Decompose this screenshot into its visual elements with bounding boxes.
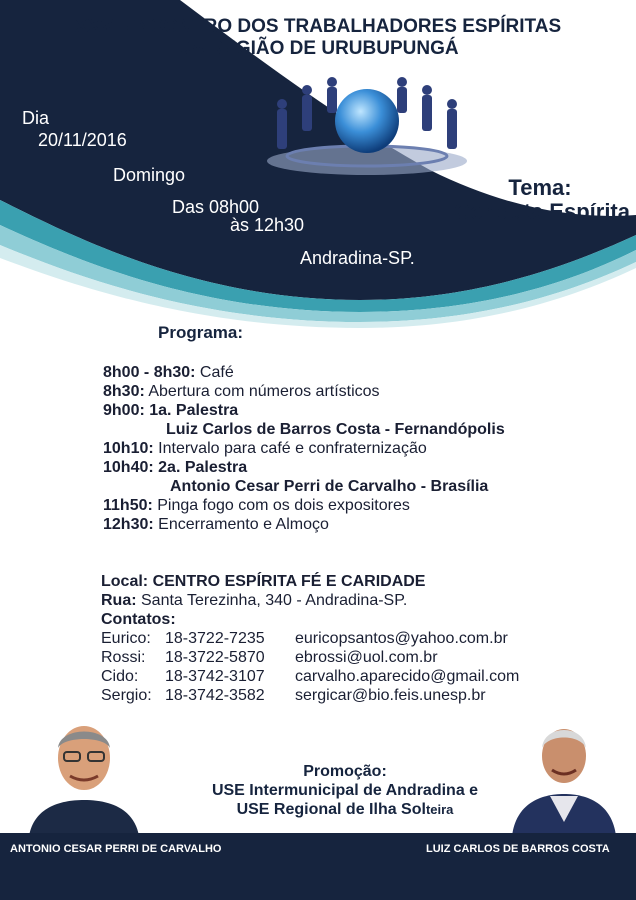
promotion-block bbox=[175, 762, 515, 819]
promotion-label: Promoção: bbox=[303, 763, 387, 780]
program-title: Programa: bbox=[158, 323, 244, 342]
contact-row: Eurico: 18-3722-7235 euricopsantos@yahoo.com.br bbox=[101, 630, 508, 647]
day-label: Dia bbox=[22, 108, 50, 128]
event-date: 20/11/2016 bbox=[38, 130, 127, 150]
speaker-caption-left: ANTONIO CESAR PERRI DE CARVALHO bbox=[10, 843, 222, 855]
event-title-line2: DA REGIÃO DE URUBUPUNGÁ bbox=[177, 38, 459, 59]
event-time-from: Das 08h00 bbox=[172, 197, 260, 217]
program-list bbox=[103, 363, 505, 534]
contact-row: Rossi: 18-3722-5870 ebrossi@uol.com.br bbox=[101, 649, 438, 666]
program-speaker: Luiz Carlos de Barros Costa - Fernandópolis bbox=[166, 421, 505, 438]
program-item: 12h30: Encerramento e Almoço bbox=[103, 516, 329, 533]
contact-email: euricopsantos@yahoo.com.br bbox=[295, 630, 508, 647]
theme-label: Tema: bbox=[508, 175, 572, 200]
contact-email: sergicar@bio.feis.unesp.br bbox=[295, 687, 486, 704]
program-item: 9h00: 1a. Palestra bbox=[103, 402, 239, 419]
event-title bbox=[0, 16, 636, 60]
contact-row: Sergio: 18-3742-3582 sergicar@bio.feis.unesp.br bbox=[101, 687, 486, 704]
speaker-photo-antonio bbox=[24, 708, 144, 836]
speaker-caption-right: LUIZ CARLOS DE BARROS COSTA bbox=[426, 843, 610, 855]
location-block bbox=[101, 572, 519, 705]
contact-row: Cido: 18-3742-3107 carvalho.aparecido@gmail.com bbox=[101, 668, 520, 685]
promotion-line2: USE Regional de Ilha Solteira bbox=[236, 801, 454, 818]
event-title-line1: XXVI ENCONTRO DOS TRABALHADORES ESPÍRITAS bbox=[74, 16, 562, 37]
person-photo-icon bbox=[24, 708, 144, 836]
person-photo-icon bbox=[510, 712, 618, 836]
program-item: 10h10: Intervalo para café e confraternização bbox=[103, 440, 427, 457]
globe-people-emblem-icon bbox=[262, 76, 472, 176]
event-weekday: Domingo bbox=[113, 165, 186, 185]
event-city: Andradina-SP. bbox=[300, 248, 415, 268]
promotion-line1: USE Intermunicipal de Andradina e bbox=[211, 782, 479, 799]
contact-email: ebrossi@uol.com.br bbox=[295, 649, 438, 666]
location-name: Local: CENTRO ESPÍRITA FÉ E CARIDADE bbox=[101, 573, 426, 590]
theme-value: Conduta Espírita bbox=[453, 199, 630, 224]
contacts-list bbox=[101, 629, 519, 705]
program-item: 10h40: 2a. Palestra bbox=[103, 459, 248, 476]
program-speaker: Antonio Cesar Perri de Carvalho - Brasília bbox=[170, 478, 489, 495]
contact-email: carvalho.aparecido@gmail.com bbox=[295, 668, 520, 685]
contacts-title: Contatos: bbox=[101, 611, 176, 628]
event-time-to: às 12h30 bbox=[230, 215, 305, 235]
theme-block bbox=[420, 176, 630, 224]
program-item: 8h00 - 8h30: Café bbox=[103, 364, 234, 381]
program-item: 8h30: Abertura com números artísticos bbox=[103, 383, 380, 400]
speaker-photo-luiz bbox=[510, 712, 618, 836]
program-item: 11h50: Pinga fogo com os dois expositores bbox=[103, 497, 410, 514]
street-address: Rua: Santa Terezinha, 340 - Andradina-SP. bbox=[101, 592, 408, 609]
